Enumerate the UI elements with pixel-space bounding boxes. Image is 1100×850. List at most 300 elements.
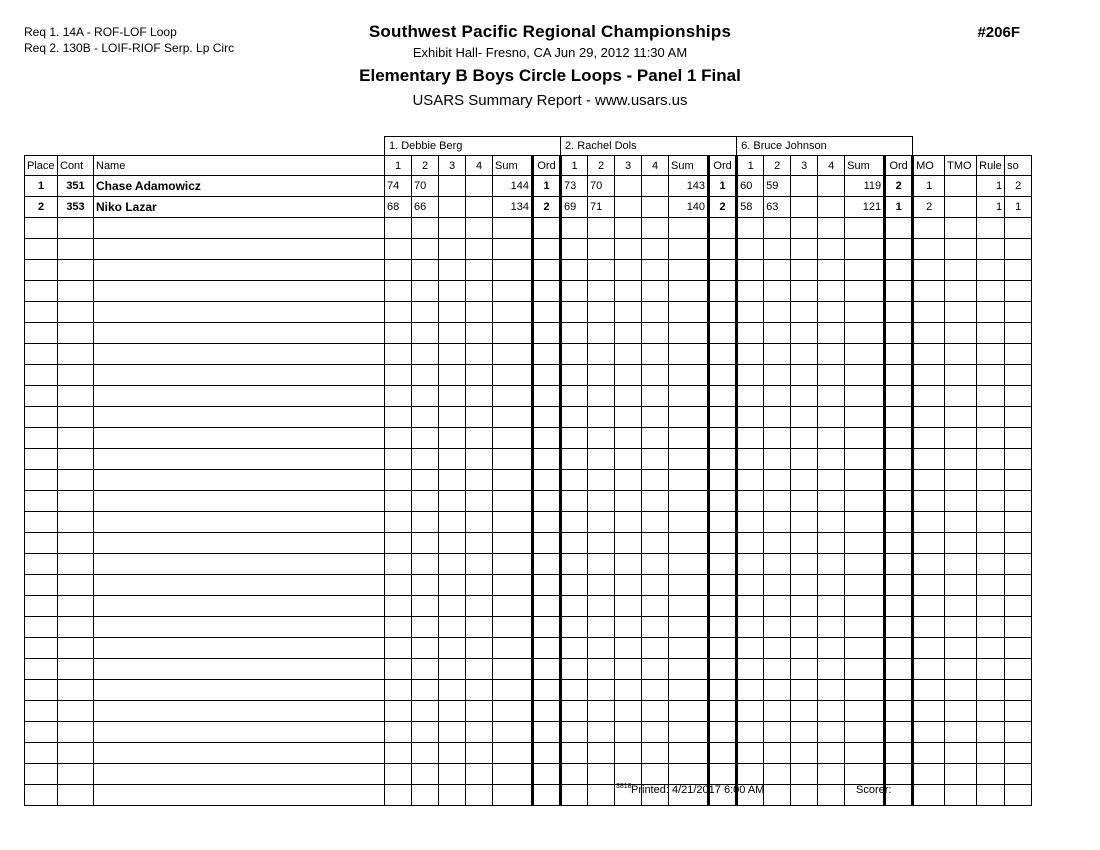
judge-1-trial-2-cell [412,428,439,449]
judge-2-sum-cell [669,239,709,260]
judge-2-trial-2-cell [588,323,615,344]
judge-2-trial-1-cell [561,239,588,260]
judge-3-trial-2-cell [764,659,791,680]
judge-1-trial-1-cell [385,260,412,281]
judge-2-trial-4-cell [642,680,669,701]
cont-cell [58,470,94,491]
judge-1-trial-2-cell [412,701,439,722]
judge-2-trial-4-cell [642,386,669,407]
judge-2-trial-3-cell [615,554,642,575]
col-rule: Rule [977,156,1005,176]
judge-3-trial-2-cell [764,365,791,386]
judge-3-ord-cell [885,386,913,407]
judge-2-header: 2. Rachel Dols [561,137,737,156]
so-cell [1005,428,1032,449]
place-cell [25,386,58,407]
cont-cell [58,365,94,386]
judge-2-sum-cell [669,722,709,743]
cont-cell [58,638,94,659]
rule-cell [977,449,1005,470]
rule-cell [977,533,1005,554]
judge-2-trial-4-cell [642,323,669,344]
judge-1-ord-cell: 2 [533,197,561,218]
judge-3-trial-3-cell [791,722,818,743]
judge-2-trial-2-cell [588,680,615,701]
judge-3-sum-cell [845,575,885,596]
judge-2-trial-4-cell [642,512,669,533]
empty-row [25,239,1032,260]
rule-cell [977,344,1005,365]
name-cell [94,554,385,575]
cont-cell [58,407,94,428]
judge-3-trial-4-cell [818,197,845,218]
judge-3-ord-cell [885,680,913,701]
rule-cell [977,722,1005,743]
judge-1-trial-4-cell [466,386,493,407]
judge-3-sum-cell [845,218,885,239]
name-cell [94,512,385,533]
judge-3-trial-4-cell [818,365,845,386]
name-cell [94,659,385,680]
judge-2-trial-3-cell [615,323,642,344]
empty-row [25,407,1032,428]
judge-2-trial-1-cell [561,701,588,722]
judge-3-ord-cell [885,323,913,344]
mo-cell [913,428,945,449]
mo-cell [913,449,945,470]
judge-2-ord-cell [709,659,737,680]
rule-cell [977,575,1005,596]
judge-3-trial-3-cell [791,638,818,659]
judge-3-ord-cell: 2 [885,176,913,197]
judge-3-trial-2-cell [764,554,791,575]
judge-2-trial-1-cell [561,365,588,386]
judge-1-sum-cell [493,470,533,491]
judge-3-sum-cell [845,470,885,491]
judge-1-trial-3-cell [439,575,466,596]
judge-3-trial-3-cell [791,743,818,764]
judge-3-trial-2-cell [764,743,791,764]
rule-cell [977,596,1005,617]
judge-2-trial-2-cell [588,302,615,323]
judge-2-ord-cell [709,302,737,323]
place-cell [25,281,58,302]
judge-3-sum-cell [845,680,885,701]
judge-1-trial-2-cell [412,260,439,281]
judge-1-ord-cell [533,407,561,428]
judge-1-trial-4-cell [466,743,493,764]
so-cell [1005,491,1032,512]
judge-3-trial-2-cell [764,575,791,596]
judge-3-trial-1-cell [737,596,764,617]
judge-1-trial-3-cell [439,722,466,743]
empty-row [25,260,1032,281]
name-cell [94,218,385,239]
judge-1-trial-3-cell [439,281,466,302]
judge-3-trial-2-cell [764,638,791,659]
name-cell [94,281,385,302]
cont-cell [58,449,94,470]
so-cell [1005,512,1032,533]
judge-1-trial-2-cell [412,722,439,743]
judge-3-trial-2-cell [764,722,791,743]
judge-1-trial-1-cell [385,596,412,617]
judge-1-trial-4-cell [466,176,493,197]
rule-cell [977,617,1005,638]
judge-3-ord-cell [885,260,913,281]
tmo-cell [945,491,977,512]
judge-3-trial-1-cell [737,428,764,449]
judge-1-trial-1-cell [385,680,412,701]
judge-2-trial-3-cell [615,386,642,407]
judge-2-trial-4-cell [642,722,669,743]
judge-1-trial-2-cell [412,344,439,365]
judge-1-ord-cell [533,281,561,302]
judge-1-trial-1-cell [385,302,412,323]
judge-1-ord-cell [533,344,561,365]
mo-cell [913,743,945,764]
judge-3-trial-4-cell [818,176,845,197]
judge-1-ord-cell [533,596,561,617]
judge-2-trial-3-cell [615,659,642,680]
judge-3-trial-4-cell [818,218,845,239]
judge-3-trial-2-cell [764,407,791,428]
empty-row [25,533,1032,554]
judge-3-sum-cell [845,386,885,407]
name-cell [94,680,385,701]
mo-cell [913,470,945,491]
judge-3-ord-cell [885,533,913,554]
judge-2-trial-3-cell [615,512,642,533]
judge-3-sum-cell [845,596,885,617]
judge-1-trial-2-cell [412,281,439,302]
judge-3-sum-cell [845,743,885,764]
judge-2-ord-cell [709,743,737,764]
judge-3-trial-3-cell [791,554,818,575]
judge-1-trial-1-cell: 68 [385,197,412,218]
judge-2-trial-4-cell [642,344,669,365]
empty-row [25,554,1032,575]
judge-1-sum-cell [493,386,533,407]
judge-1-ord-cell [533,302,561,323]
scorer-label: Scorer: [856,784,892,796]
judge-3-trial-4-cell [818,575,845,596]
judge-1-trial-2-cell [412,596,439,617]
judge-1-ord-cell [533,659,561,680]
judge-1-trial-4-cell [466,365,493,386]
event-title: Elementary B Boys Circle Loops - Panel 1 Final [359,66,741,85]
judge-3-trial-2-cell [764,260,791,281]
judge-3-trial-4-cell [818,743,845,764]
judge-3-trial-3-cell [791,680,818,701]
judge-3-trial-1-cell [737,239,764,260]
judge-3-trial-1-cell [737,575,764,596]
judge-2-sum-cell [669,428,709,449]
judge-3-trial-3-cell [791,197,818,218]
judge-3-trial-4-cell [818,512,845,533]
empty-row [25,680,1032,701]
empty-row [25,596,1032,617]
judge-1-ord-cell [533,554,561,575]
cont-cell [58,323,94,344]
judge-3-trial-1-cell [737,344,764,365]
judge-3-sum-cell [845,365,885,386]
judge-2-trial-4-cell [642,491,669,512]
judge-2-trial-3-cell [615,470,642,491]
tmo-cell [945,701,977,722]
judge-3-trial-3-cell [791,239,818,260]
judge-2-ord-cell [709,575,737,596]
judge-1-trial-4-cell [466,701,493,722]
empty-row [25,617,1032,638]
judge-2-sum-cell [669,554,709,575]
req-1-line: Req 1. 14A - ROF-LOF Loop [24,25,177,39]
judge-3-sum-cell [845,260,885,281]
tmo-cell [945,218,977,239]
so-cell [1005,260,1032,281]
judge-1-trial-2-cell [412,386,439,407]
judge-1-sum-cell [493,659,533,680]
judge-3-trial-2-cell [764,218,791,239]
judge-2-trial-4-cell [642,197,669,218]
judge-1-ord-cell [533,533,561,554]
name-cell [94,386,385,407]
judge-2-sum-cell [669,449,709,470]
judge-1-ord-cell [533,722,561,743]
judge-3-sum-cell [845,533,885,554]
judge-1-trial-4-cell [466,428,493,449]
judge-1-sum-cell [493,449,533,470]
judge-3-trial-3-cell [791,575,818,596]
judge-2-sum-cell [669,344,709,365]
judge-2-sum-cell [669,596,709,617]
judge-1-trial-1-cell [385,575,412,596]
col-j1-trial-1: 1 [385,156,412,176]
so-cell [1005,575,1032,596]
judge-2-trial-4-cell [642,659,669,680]
place-cell [25,218,58,239]
judge-2-trial-4-cell [642,638,669,659]
judge-2-trial-1-cell [561,722,588,743]
judge-2-trial-4-cell [642,575,669,596]
judge-2-trial-2-cell [588,701,615,722]
place-cell [25,701,58,722]
judge-3-ord-cell [885,239,913,260]
judge-3-trial-1-cell [737,407,764,428]
judge-3-trial-3-cell [791,218,818,239]
judge-2-trial-2-cell [588,638,615,659]
cont-cell [58,533,94,554]
judge-2-sum-cell [669,680,709,701]
name-cell [94,638,385,659]
judge-2-trial-1-cell [561,512,588,533]
mo-cell [913,365,945,386]
name-cell: Chase Adamowicz [94,176,385,197]
judge-2-trial-4-cell [642,407,669,428]
col-j3-trial-4: 4 [818,156,845,176]
place-cell [25,470,58,491]
cont-cell [58,554,94,575]
judge-2-trial-2-cell [588,407,615,428]
tmo-cell [945,533,977,554]
judge-2-trial-2-cell [588,596,615,617]
judge-3-trial-3-cell [791,491,818,512]
judge-1-trial-2-cell [412,533,439,554]
judge-2-trial-2-cell [588,575,615,596]
name-cell [94,449,385,470]
rule-cell: 1 [977,176,1005,197]
mo-cell [913,617,945,638]
judge-1-trial-2-cell [412,575,439,596]
tmo-cell [945,239,977,260]
judge-1-trial-2-cell [412,449,439,470]
judge-3-ord-cell [885,638,913,659]
judge-1-trial-3-cell [439,407,466,428]
place-cell [25,512,58,533]
rule-cell [977,428,1005,449]
mo-cell [913,512,945,533]
judge-1-trial-4-cell [466,491,493,512]
place-cell [25,743,58,764]
cont-cell [58,281,94,302]
judge-2-ord-cell [709,365,737,386]
name-cell: Niko Lazar [94,197,385,218]
place-cell [25,407,58,428]
name-cell [94,239,385,260]
so-cell [1005,386,1032,407]
judge-1-trial-4-cell [466,218,493,239]
rule-cell [977,281,1005,302]
judge-2-ord-cell [709,323,737,344]
name-cell [94,344,385,365]
venue-date-line: Exhibit Hall- Fresno, CA Jun 29, 2012 11:30 AM [412,45,688,60]
so-cell [1005,365,1032,386]
judge-3-trial-2-cell [764,344,791,365]
place-cell [25,344,58,365]
judge-1-ord-cell [533,218,561,239]
judge-3-trial-2-cell [764,449,791,470]
judge-1-trial-4-cell [466,638,493,659]
judge-3-trial-4-cell [818,470,845,491]
results-table [24,136,1032,806]
judge-2-trial-1-cell [561,386,588,407]
rule-cell [977,302,1005,323]
judge-1-trial-3-cell [439,470,466,491]
judge-1-sum-cell [493,617,533,638]
judge-1-trial-3-cell [439,323,466,344]
judge-3-trial-2-cell [764,701,791,722]
judge-2-sum-cell [669,281,709,302]
judge-1-trial-1-cell [385,218,412,239]
cont-cell [58,428,94,449]
judge-1-trial-4-cell [466,197,493,218]
judge-3-ord-cell [885,491,913,512]
judge-3-trial-3-cell [791,596,818,617]
tmo-cell [945,386,977,407]
judge-1-sum-cell [493,512,533,533]
cont-cell [58,575,94,596]
so-cell [1005,722,1032,743]
col-j2-trial-4: 4 [642,156,669,176]
judge-1-ord-cell [533,428,561,449]
name-cell [94,470,385,491]
cont-cell [58,302,94,323]
cont-cell [58,617,94,638]
judge-1-trial-2-cell [412,365,439,386]
rule-cell [977,260,1005,281]
judge-1-trial-1-cell [385,470,412,491]
judge-1-trial-4-cell [466,533,493,554]
judge-2-trial-1-cell [561,617,588,638]
judge-1-trial-4-cell [466,554,493,575]
rule-cell [977,743,1005,764]
mo-cell: 2 [913,197,945,218]
judge-3-sum-cell: 121 [845,197,885,218]
col-j3-trial-1: 1 [737,156,764,176]
judge-1-sum-cell [493,428,533,449]
judge-1-trial-3-cell [439,428,466,449]
judge-1-trial-1-cell [385,701,412,722]
col-j2-trial-2: 2 [588,156,615,176]
judge-1-ord-cell: 1 [533,176,561,197]
judge-2-trial-4-cell [642,554,669,575]
judge-2-trial-2-cell [588,470,615,491]
judge-2-ord-cell [709,260,737,281]
cont-cell [58,386,94,407]
judge-1-ord-cell [533,491,561,512]
judge-1-ord-cell [533,470,561,491]
judge-2-trial-1-cell [561,470,588,491]
judge-2-trial-3-cell [615,743,642,764]
judge-2-trial-2-cell [588,218,615,239]
judge-2-trial-1-cell [561,554,588,575]
judge-1-trial-4-cell [466,239,493,260]
judge-3-sum-cell: 119 [845,176,885,197]
judge-2-trial-3-cell [615,722,642,743]
judge-3-trial-3-cell [791,428,818,449]
judge-1-trial-3-cell [439,596,466,617]
tmo-cell [945,743,977,764]
judge-1-trial-1-cell [385,428,412,449]
judge-3-trial-4-cell [818,449,845,470]
judge-3-trial-1-cell: 60 [737,176,764,197]
judge-2-trial-2-cell [588,260,615,281]
name-cell [94,302,385,323]
empty-row [25,722,1032,743]
judge-3-trial-1-cell [737,491,764,512]
judge-3-ord-cell [885,512,913,533]
judge-3-trial-3-cell [791,701,818,722]
judge-1-trial-4-cell [466,407,493,428]
judge-3-trial-3-cell [791,533,818,554]
judge-2-ord-cell [709,344,737,365]
empty-row [25,743,1032,764]
judge-1-ord-cell [533,743,561,764]
place-cell [25,260,58,281]
judge-3-sum-cell [845,701,885,722]
tmo-cell [945,302,977,323]
judge-1-sum-cell [493,680,533,701]
judge-1-sum-cell: 144 [493,176,533,197]
col-j3-trial-2: 2 [764,156,791,176]
tmo-cell [945,722,977,743]
judge-1-ord-cell [533,323,561,344]
judge-3-trial-1-cell [737,365,764,386]
judge-3-ord-cell [885,365,913,386]
judge-1-trial-2-cell [412,407,439,428]
judge-3-trial-2-cell [764,680,791,701]
mo-cell [913,323,945,344]
